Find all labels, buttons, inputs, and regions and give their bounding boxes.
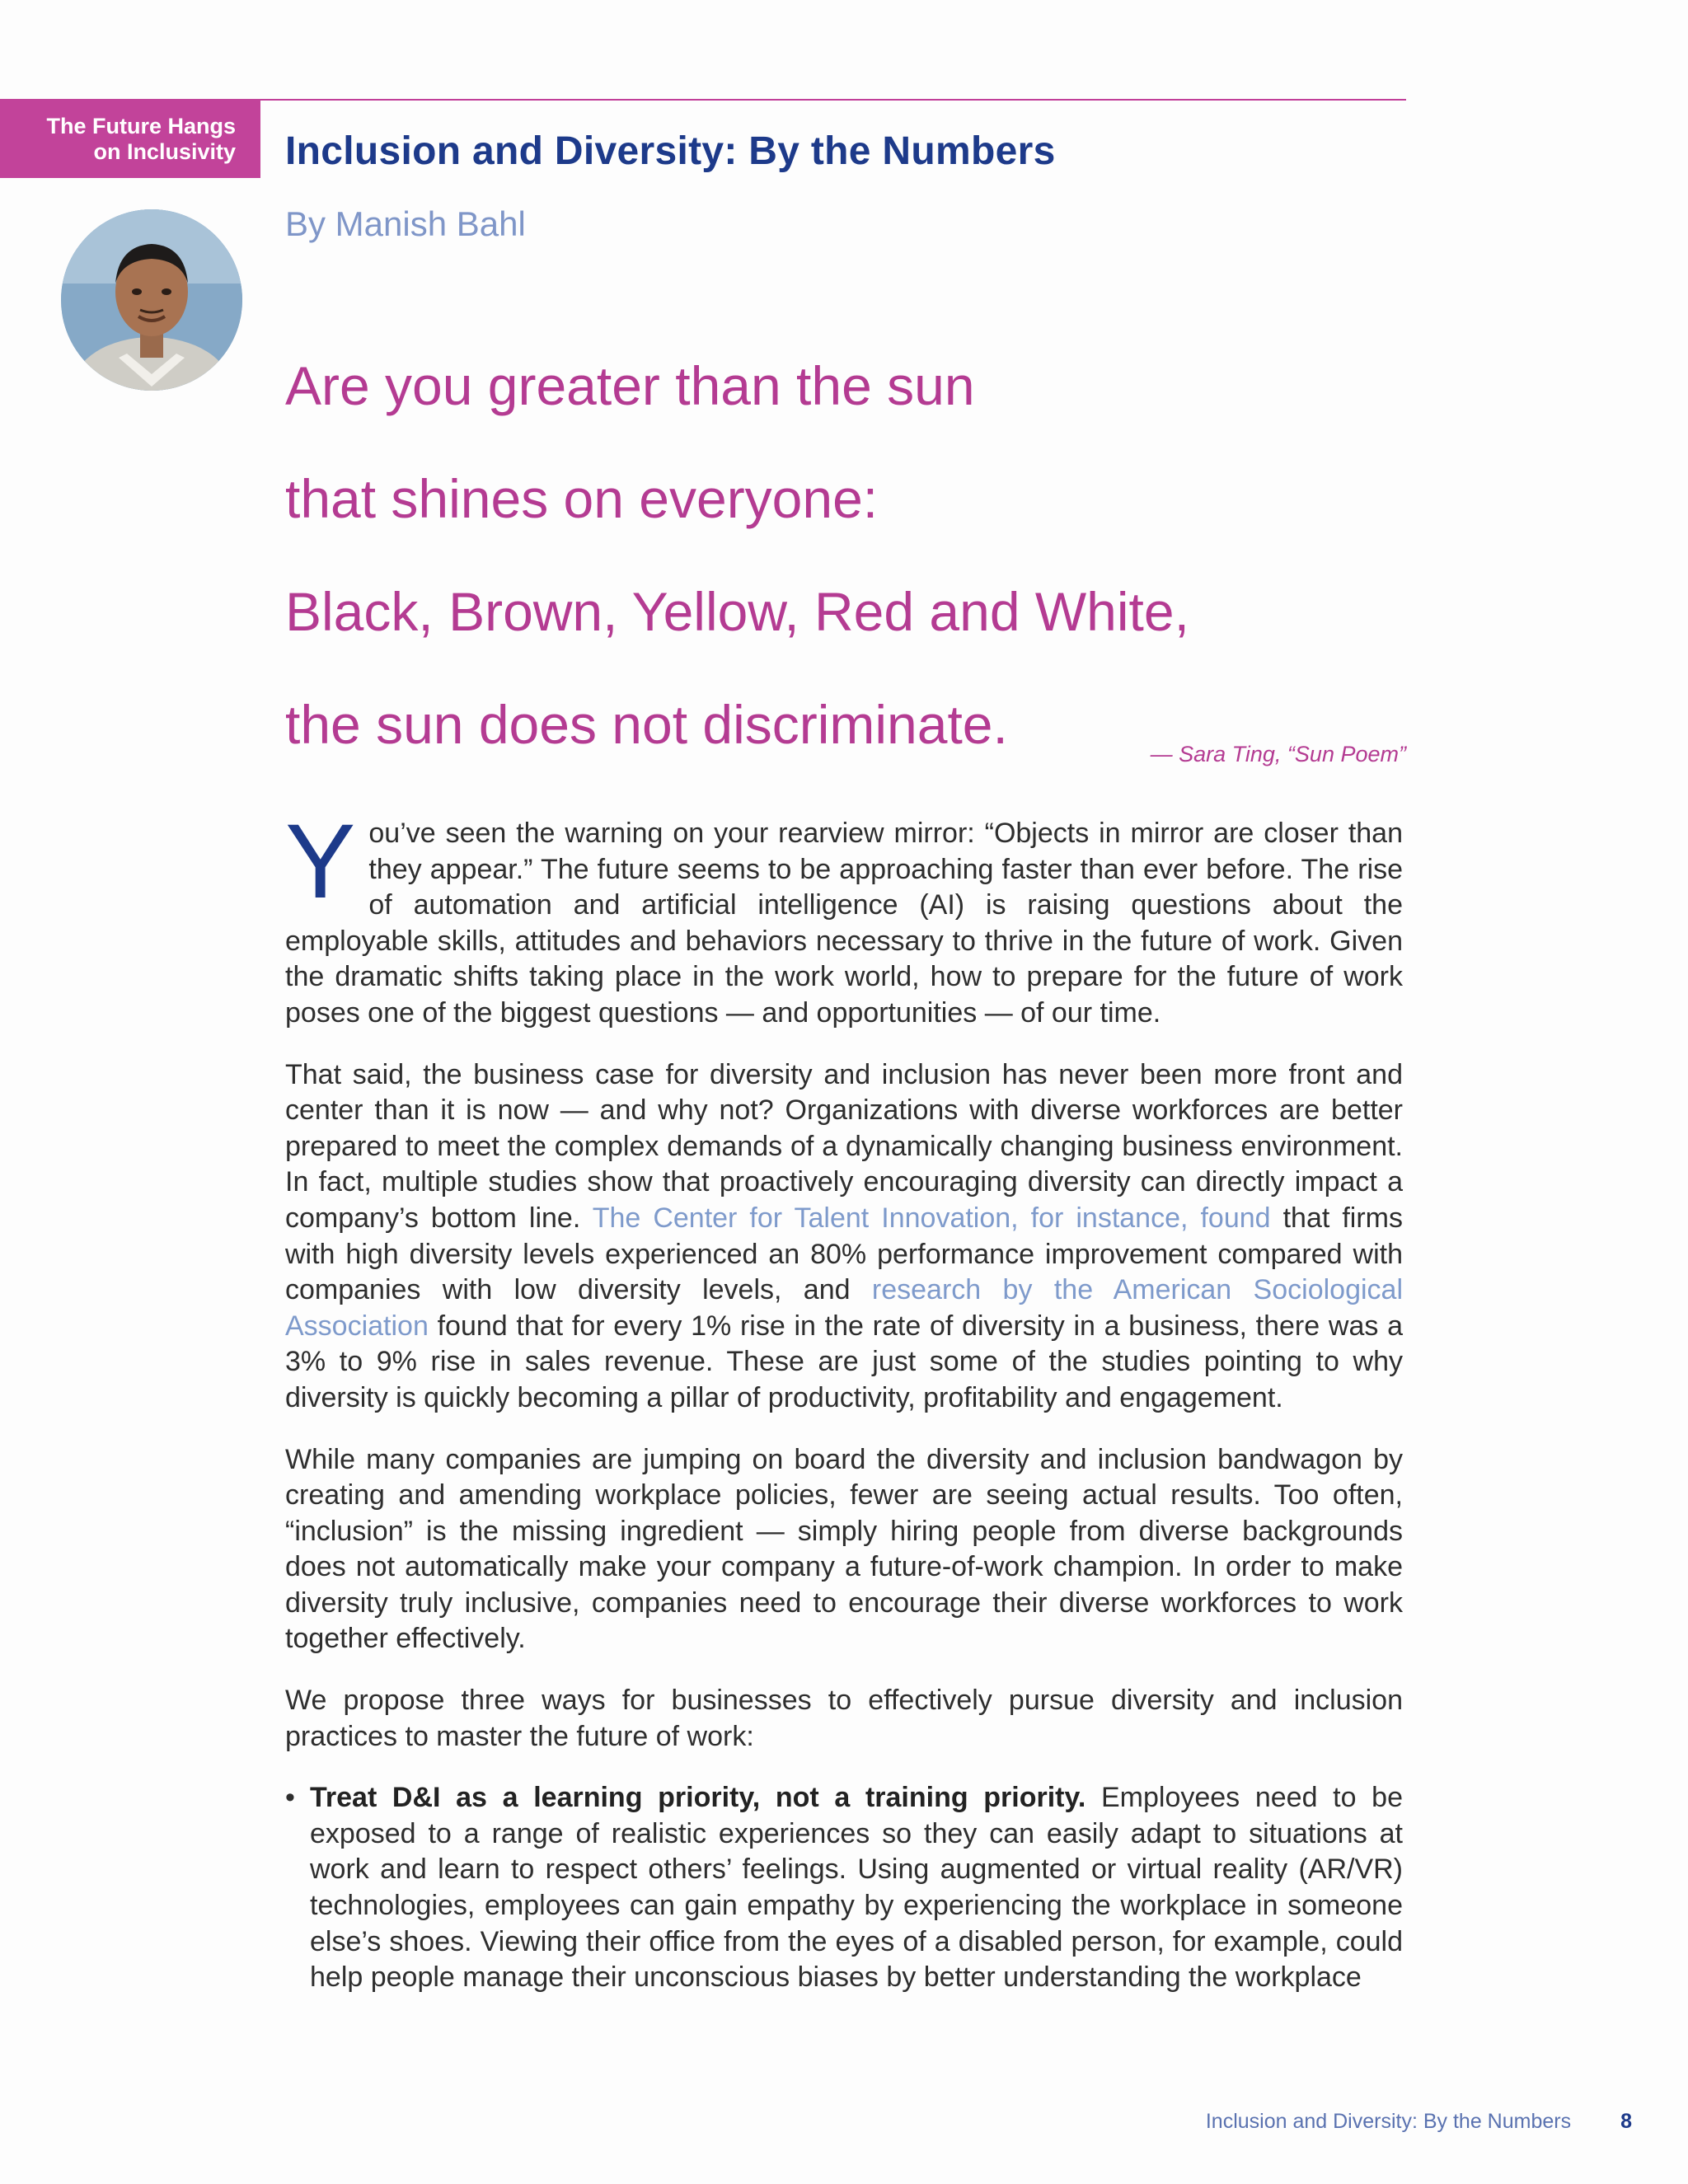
epigraph-line: Black, Brown, Yellow, Red and White, xyxy=(285,581,1189,642)
section-tab xyxy=(0,99,260,178)
epigraph-quote xyxy=(285,330,1406,781)
epigraph-attribution: — Sara Ting, “Sun Poem” xyxy=(1150,742,1406,766)
epigraph-line: that shines on everyone: xyxy=(285,468,879,529)
header-rule xyxy=(260,99,1406,101)
paragraph-text: that firms with high diversity levels experienced an 80% performance improvement compared with companies with low diversity levels, and xyxy=(285,1202,1404,1306)
paragraph-three-ways: We propose three ways for businesses to effectively pursue diversity and inclusion practices to master the future of work: xyxy=(285,1685,1403,1752)
paragraph-text: found that for every 1% rise in the rate of diversity in a business, there was a 3% to 9% rise in sales revenue. These are just some of the studies pointing to why diversity is quickly becoming a pillar of productivity, profitability and engagement. xyxy=(285,1310,1403,1413)
page-footer xyxy=(1071,2110,1632,2134)
paragraph-intro xyxy=(285,803,1403,1032)
section-tab-line1: The Future Hangs xyxy=(46,114,236,138)
article-body xyxy=(285,803,1404,1996)
link-american-sociological-association[interactable]: research by the American Sociological Association xyxy=(285,1274,1403,1342)
author-portrait-image xyxy=(61,209,242,391)
paragraph-intro-text: ou’ve seen the warning on your rearview mirror: “Objects in mirror are closer than they appear.” The future seems to be approaching faster than ever before. The rise of automation and artificial intelligence (AI) is raising questions about the employable skills, attitudes and behaviors necessary to thrive in the future of work. Given the dramatic shifts taking place in the work world, how to prepare for the future of work poses one of the biggest questions — and opportunities — of our time. xyxy=(285,818,1403,1029)
author-photo xyxy=(61,209,242,391)
practices-list xyxy=(285,1780,1403,1996)
paragraph-inclusion: While many companies are jumping on board the diversity and inclusion bandwagon by creating and amending workplace policies, fewer are seeing actual results. Too often, “inclusion” is the missing ingredient — simply hiring people from diverse backgrounds does not automatically make your company a future-of-work champion. In order to make diversity truly inclusive, companies need to encourage their diverse workforces to work together effectively. xyxy=(285,1443,1403,1655)
footer-running-title: Inclusion and Diversity: By the Numbers xyxy=(1205,2110,1572,2133)
drop-cap: Y xyxy=(285,803,356,921)
list-item-heading: Treat D&I as a learning priority, not a training priority. xyxy=(310,1782,1086,1814)
paragraph-text: That said, the business case for diversity and inclusion has never been more front and center than it is now — and why not? Organizations with diverse workforces are better prepared to meet the complex demands of a dynamically changing business environment. In fact, multiple studies show that proactively encouraging diversity can directly impact a company’s bottom line. xyxy=(285,1058,1403,1234)
paragraph-business-case xyxy=(285,1057,1403,1417)
epigraph-line: Are you greater than the sun xyxy=(285,355,975,416)
byline: By Manish Bahl xyxy=(285,204,526,243)
page-number: 8 xyxy=(1620,2110,1632,2133)
epigraph-line: the sun does not discriminate. xyxy=(285,694,1008,755)
section-tab-line2: on Inclusivity xyxy=(93,139,236,164)
list-item-text: Employees need to be exposed to a range of realistic experiences so they can easily adapt to situations at work and learn to respect others’ feelings. Using augmented or virtual reality (AR/VR) technologies, employees can gain empathy by experiencing the workplace in someone else’s shoes. Viewing their office from the eyes of a disabled person, for example, could help people manage their unconscious biases by better understanding the workplace xyxy=(310,1782,1403,1994)
list-item xyxy=(285,1780,1403,1996)
article-title: Inclusion and Diversity: By the Numbers xyxy=(285,129,1056,173)
link-center-talent-innovation[interactable]: The Center for Talent Innovation, for instance, found xyxy=(592,1202,1271,1234)
